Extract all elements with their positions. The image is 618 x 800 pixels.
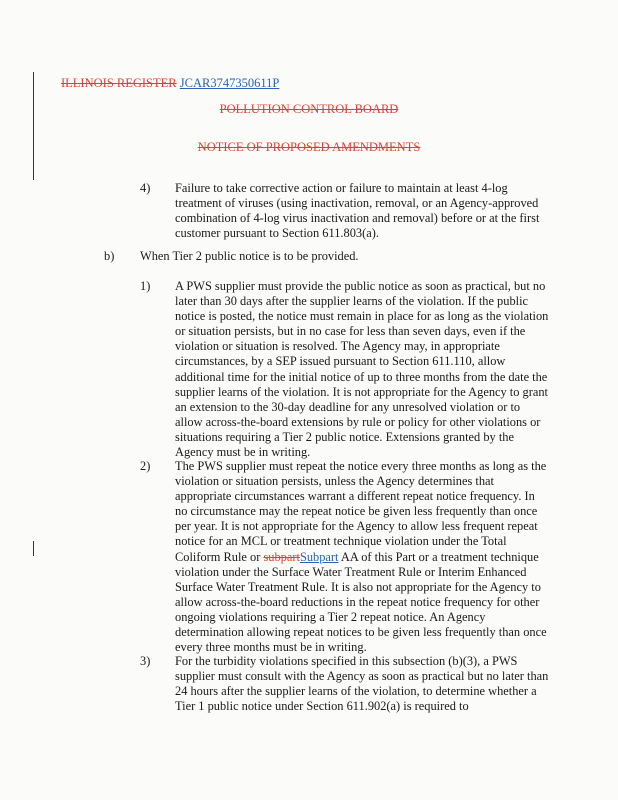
item-1-text: A PWS supplier must provide the public notice as soon as practical, but no later than 30 days after the supplier learns of the violation. If the public notice is posted, the notice must remain in place for as long as the violation or situation persists, but in no case for less than seven days, even if the violation or situation is resolved. The Agency may, in appropriate circumstances, by a SEP issued pursuant to Section 611.110, allow additional time for the initial notice of up to three months from the date the supplier learns of the violation. It is not appropriate for the Agency to grant an extension to the 30-day deadline for any unresolved violation or to allow across-the-board extensions by rule or policy for other violations or situations requiring a Tier 2 public notice. Extensions granted by the Agency must be in writing. bbox=[175, 279, 549, 460]
notice-title-struck: NOTICE OF PROPOSED AMENDMENTS bbox=[197, 140, 421, 154]
change-bar-middle bbox=[33, 541, 34, 556]
register-header bbox=[61, 76, 279, 91]
item-2-text bbox=[175, 459, 550, 655]
item-2-number: 2) bbox=[140, 459, 151, 473]
subsection-b-letter: b) bbox=[104, 249, 115, 263]
item-4-text: Failure to take corrective action or failure to maintain at least 4-log treatment of viruses (using inactivation, removal, or an Agency-approved combination of 4-log virus inactivation and removal) before or at the first customer pursuant to Section 611.803(a). bbox=[175, 181, 540, 241]
item-3-number: 3) bbox=[140, 654, 151, 668]
change-bar-top bbox=[33, 72, 34, 180]
register-title-struck: ILLINOIS REGISTER bbox=[61, 76, 177, 90]
item-2-inserted-word: Subpart bbox=[299, 549, 339, 564]
item-2-struck-word: subpart bbox=[263, 549, 300, 564]
item-2-text-before: The PWS supplier must repeat the notice every three months as long as the violation or situation persists, unless the Agency determines that appropriate circumstances warrant a different repeat notice frequency. In no circumstance may the repeat notice be given less frequently than once per year. It is not appropriate for the Agency to allow less frequent repeat notice for an MCL or treatment technique violation under the Total Coliform Rule or bbox=[175, 459, 547, 564]
board-title-struck: POLLUTION CONTROL BOARD bbox=[219, 102, 399, 116]
item-1-number: 1) bbox=[140, 279, 151, 293]
item-2-text-after: AA of this Part or a treatment technique violation under the Surface Water Treatment Rule or Interim Enhanced Surface Water Treatment Rule. It is also not appropriate for the Agency to allow across-the-board reductions in the repeat notice frequency for other ongoing violations requiring a Tier 2 repeat notice. An Agency determination allowing repeat notices to be given less frequently than once every three months must be in writing. bbox=[175, 549, 547, 655]
item-4-number: 4) bbox=[140, 181, 151, 195]
subsection-b-text: When Tier 2 public notice is to be provided. bbox=[140, 249, 359, 263]
notice-header bbox=[0, 140, 618, 155]
item-3-text: For the turbidity violations specified in this subsection (b)(3), a PWS supplier must consult with the Agency as soon as practical but no later than 24 hours after the supplier learns of the violation, to determine whether a Tier 1 public notice under Section 611.902(a) is required to bbox=[175, 654, 549, 714]
jcar-code-inserted: JCAR3747350611P bbox=[179, 76, 280, 90]
board-header bbox=[0, 102, 618, 117]
